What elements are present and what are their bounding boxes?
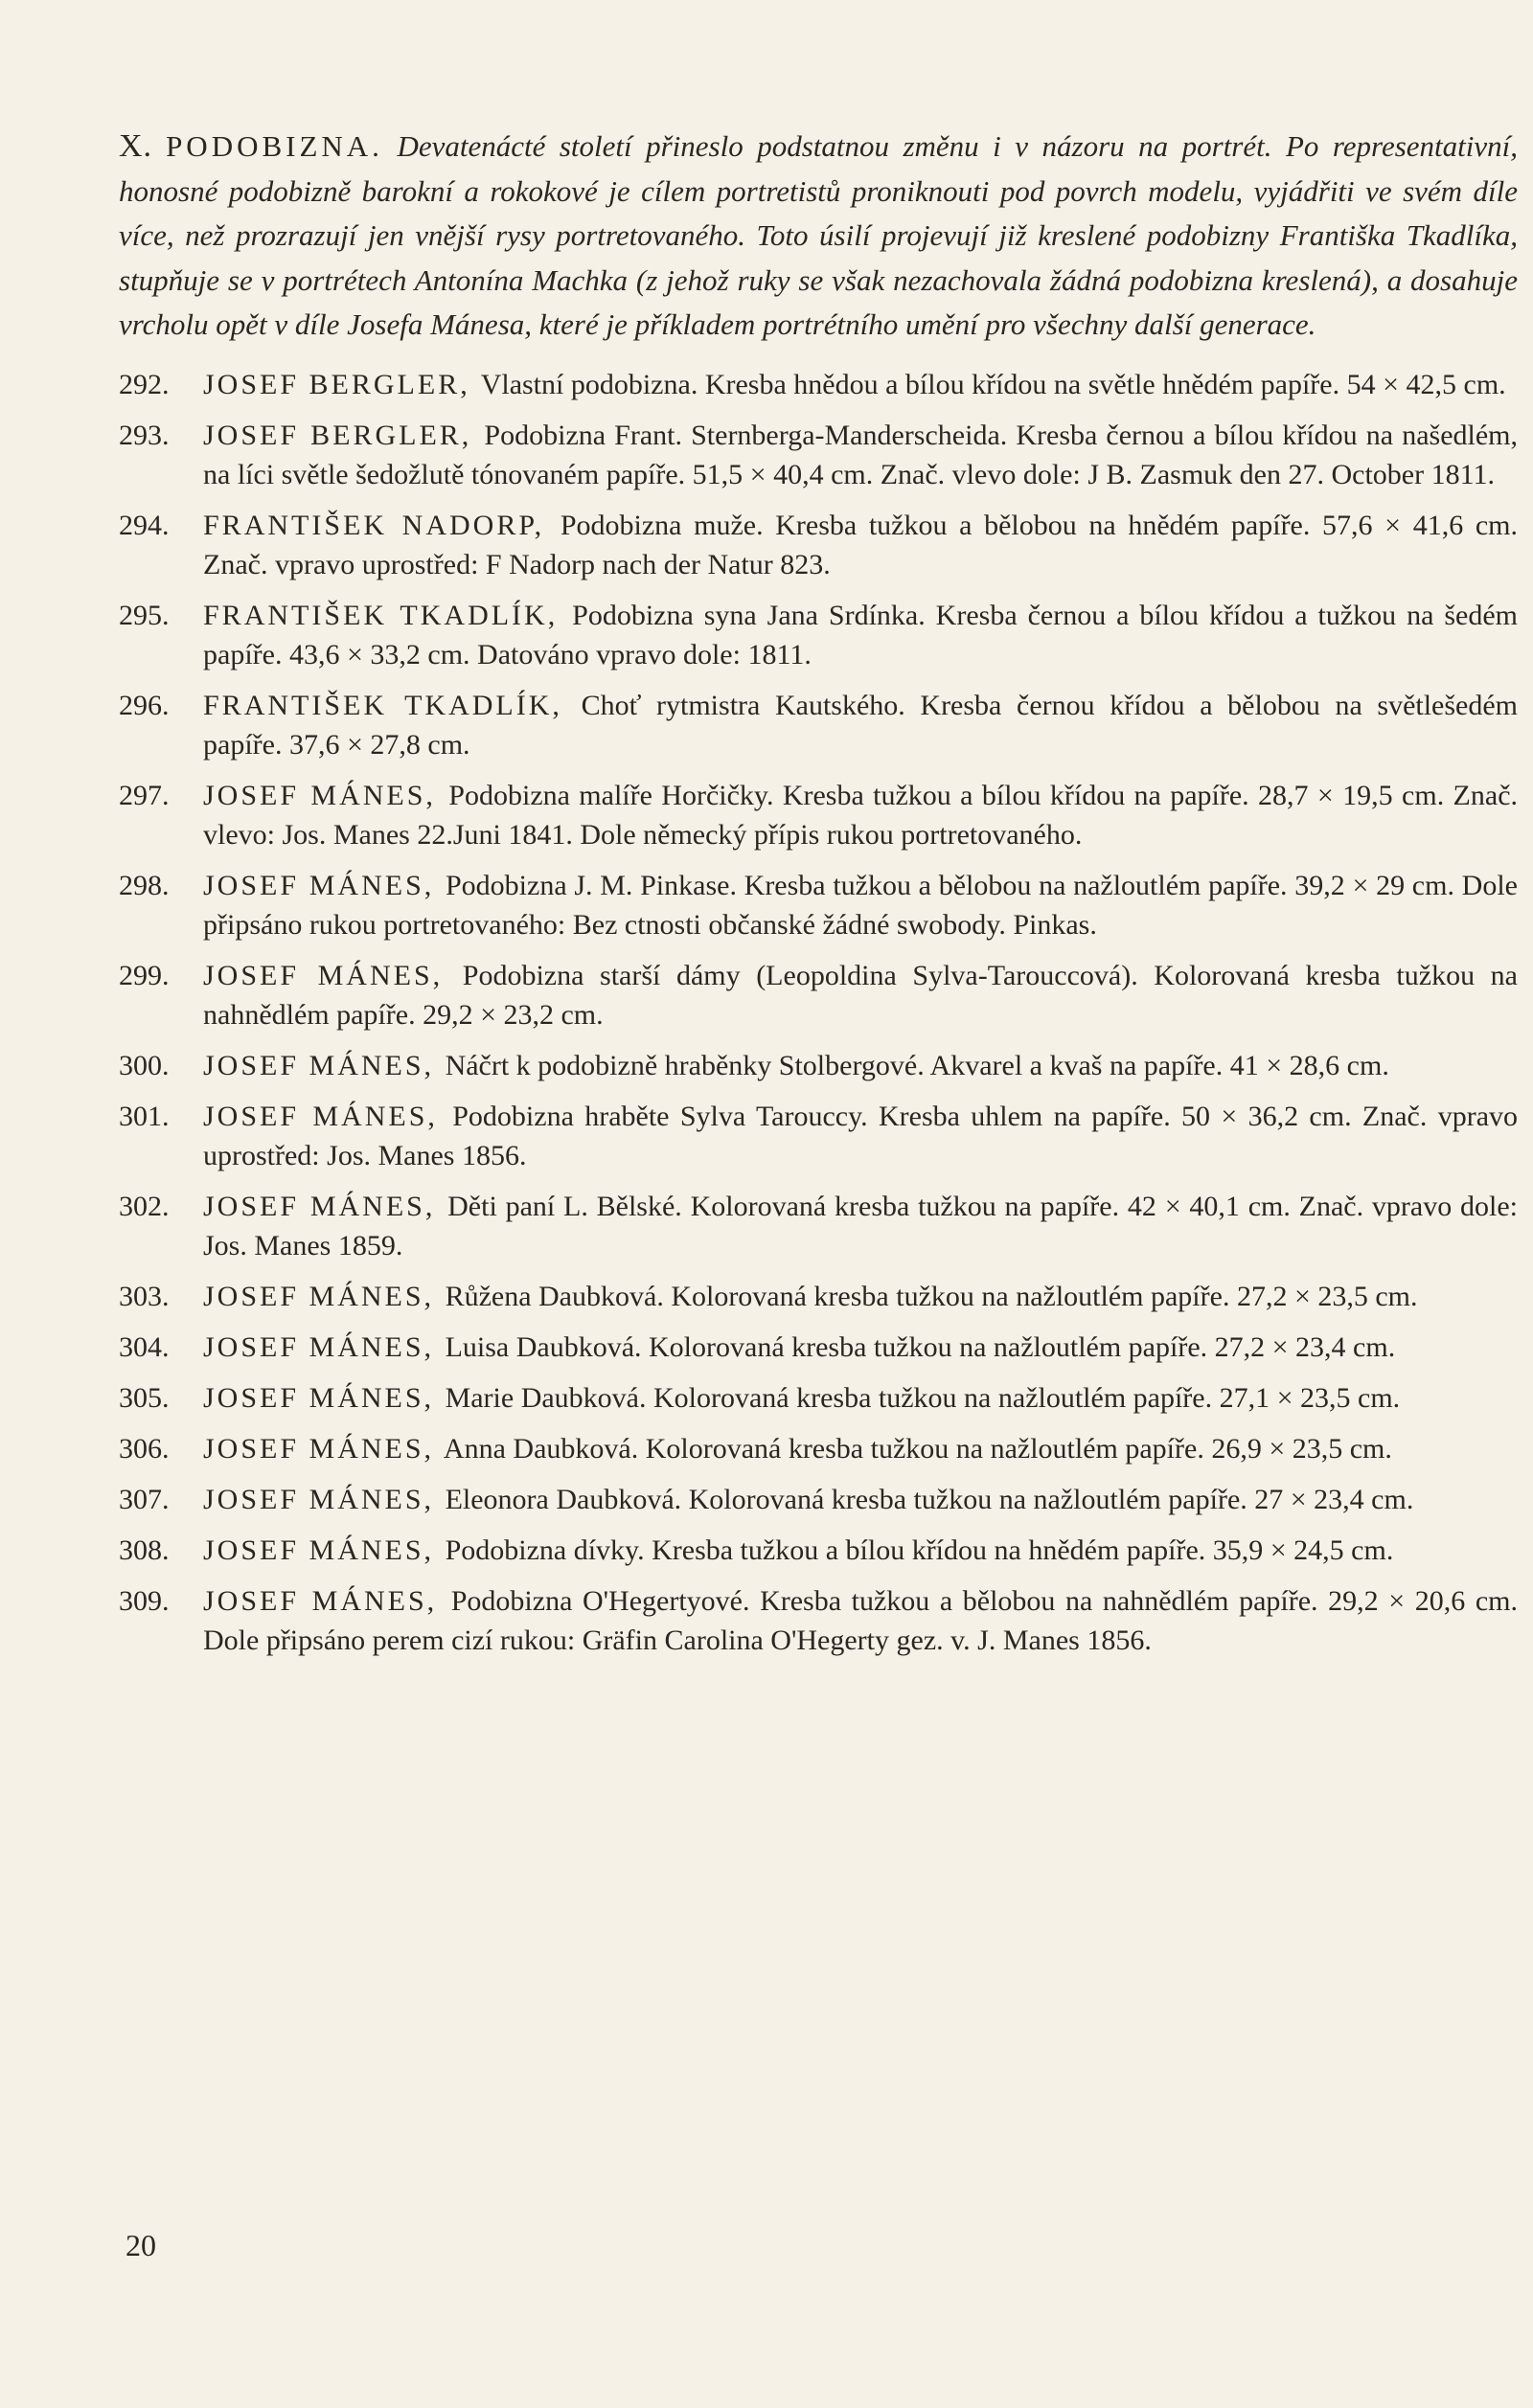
- entry-artist: JOSEF MÁNES,: [203, 1049, 435, 1081]
- entry-description: Podobizna muže. Kresba tužkou a bělobou na hnědém papíře. 57,6 × 41,6 cm. Znač. vpravo uprostřed: F Nadorp nach der Natur 823.: [203, 509, 1519, 580]
- entry-artist: JOSEF MÁNES,: [203, 959, 444, 991]
- entry-description: Podobizna starší dámy (Leopoldina Sylva-Tarouccová). Kolorovaná kresba tužkou na nahnědlém papíře. 29,2 × 23,2 cm.: [203, 959, 1518, 1031]
- entry-description: Podobizna Frant. Sternberga-Manderscheida. Kresba černou a bílou křídou na našedlém, na líci světle šedožlutě tónovaném papíře. 51,5 × 40,4 cm. Znač. vlevo dole: J B. Zasmuk den 27. October 1811.: [203, 419, 1518, 490]
- entry-description: Podobizna O'Hegertyové. Kresba tužkou a bělobou na nahnědlém papíře. 29,2 × 20,6 cm. Dole připsáno perem cizí rukou: Gräfin Carolina O'Hegerty gez. v. J. Manes 1856.: [203, 1584, 1518, 1656]
- entry-number: 296.: [119, 689, 170, 721]
- entry-number: 304.: [119, 1330, 170, 1363]
- catalog-entry: [119, 1378, 1518, 1418]
- section-title: PODOBIZNA.: [166, 129, 383, 163]
- entry-artist: JOSEF BERGLER,: [203, 368, 470, 400]
- entry-artist: FRANTIŠEK TKADLÍK,: [203, 689, 562, 721]
- entry-artist: JOSEF MÁNES,: [203, 869, 435, 901]
- catalog-entry: [119, 1531, 1518, 1570]
- entry-number: 297.: [119, 779, 170, 811]
- entry-artist: JOSEF MÁNES,: [203, 1100, 438, 1132]
- entry-number: 294.: [119, 509, 170, 541]
- entry-description: Vlastní podobizna. Kresba hnědou a bílou křídou na světle hnědém papíře. 54 × 42,5 cm.: [480, 368, 1506, 400]
- catalog-entry: [119, 1581, 1518, 1660]
- entry-artist: JOSEF BERGLER,: [203, 419, 472, 451]
- entry-description: Choť rytmistra Kautského. Kresba černou křídou a bělobou na světlešedém papíře. 37,6 × 27,8 cm.: [203, 689, 1519, 761]
- entry-description: Podobizna malíře Horčičky. Kresba tužkou a bílou křídou na papíře. 28,7 × 19,5 cm. Znač. vlevo: Jos. Manes 22.Juni 1841. Dole německý přípis rukou portretovaného.: [203, 779, 1519, 851]
- entry-description: Růžena Daubková. Kolorovaná kresba tužkou na nažloutlém papíře. 27,2 × 23,5 cm.: [445, 1280, 1418, 1312]
- page-number: 20: [126, 2228, 156, 2262]
- entry-artist: JOSEF MÁNES,: [203, 1483, 435, 1515]
- entry-artist: FRANTIŠEK NADORP,: [203, 509, 545, 541]
- entry-description: Děti paní L. Bělské. Kolorovaná kresba tužkou na papíře. 42 × 40,1 cm. Znač. vpravo dole: Jos. Manes 1859.: [203, 1190, 1518, 1261]
- catalog-entry: [119, 1187, 1518, 1265]
- entry-number: 306.: [119, 1432, 170, 1465]
- section-intro-paragraph: [119, 125, 1518, 348]
- catalog-page: [119, 125, 1518, 1671]
- catalog-entry: [119, 1480, 1518, 1519]
- section-intro-text: Devatenácté století přineslo podstatnou změnu i v názoru na portrét. Po representativní, honosné podobizně barokní a rokokové je cílem portretistů proniknouti pod povrch modelu, vyjádřiti ve svém díle více, než prozrazují jen vnější rysy portretovaného. Toto úsilí projevují již kreslené podobizny Františka Tkadlíka, stupňuje se v portrétech Antonína Machka (z jehož ruky se však nezachovala žádná podobizna kreslená), a dosahuje vrcholu opět v díle Josefa Mánesa, které je příkladem portrétního umění pro všechny další generace.: [119, 129, 1519, 341]
- entry-artist: JOSEF MÁNES,: [203, 1533, 435, 1566]
- entry-number: 302.: [119, 1190, 170, 1222]
- entry-number: 300.: [119, 1049, 170, 1081]
- entry-number: 307.: [119, 1483, 170, 1515]
- entry-artist: JOSEF MÁNES,: [203, 1584, 438, 1617]
- entry-number: 292.: [119, 368, 170, 400]
- section-numeral: X.: [119, 128, 153, 164]
- catalog-entry: [119, 506, 1518, 584]
- catalog-entry: [119, 1097, 1518, 1175]
- entry-artist: JOSEF MÁNES,: [203, 779, 436, 811]
- catalog-entry: [119, 1429, 1518, 1468]
- catalog-entry: [119, 1277, 1518, 1316]
- entry-artist: JOSEF MÁNES,: [203, 1330, 435, 1363]
- entry-artist: JOSEF MÁNES,: [203, 1280, 435, 1312]
- catalog-entry: [119, 686, 1518, 764]
- catalog-entry: [119, 365, 1518, 404]
- entry-number: 305.: [119, 1381, 170, 1414]
- entry-description: Podobizna syna Jana Srdínka. Kresba černou a bílou křídou a tužkou na šedém papíře. 43,6 × 33,2 cm. Datováno vpravo dole: 1811.: [203, 599, 1518, 670]
- catalog-entry: [119, 776, 1518, 854]
- catalog-entry: [119, 596, 1518, 674]
- entry-description: Luisa Daubková. Kolorovaná kresba tužkou na nažloutlém papíře. 27,2 × 23,4 cm.: [445, 1330, 1396, 1363]
- entry-artist: JOSEF MÁNES,: [203, 1381, 435, 1414]
- catalog-entry: [119, 1328, 1518, 1367]
- entry-description: Náčrt k podobizně hraběnky Stolbergové. Akvarel a kvaš na papíře. 41 × 28,6 cm.: [445, 1049, 1389, 1081]
- entry-number: 303.: [119, 1280, 170, 1312]
- entry-artist: JOSEF MÁNES,: [203, 1190, 436, 1222]
- catalog-entry: [119, 956, 1518, 1034]
- entry-number: 308.: [119, 1533, 170, 1566]
- catalog-entry: [119, 1046, 1518, 1085]
- entry-number: 295.: [119, 599, 170, 631]
- catalog-entry: [119, 416, 1518, 494]
- entry-artist: FRANTIŠEK TKADLÍK,: [203, 599, 559, 631]
- entry-number: 299.: [119, 959, 170, 991]
- entry-description: Eleonora Daubková. Kolorovaná kresba tužkou na nažloutlém papíře. 27 × 23,4 cm.: [445, 1483, 1414, 1515]
- entry-description: Anna Daubková. Kolorovaná kresba tužkou na nažloutlém papíře. 26,9 × 23,5 cm.: [443, 1432, 1392, 1465]
- entry-artist: JOSEF MÁNES,: [203, 1432, 435, 1465]
- entry-description: Podobizna dívky. Kresba tužkou a bílou křídou na hnědém papíře. 35,9 × 24,5 cm.: [445, 1533, 1394, 1566]
- entry-number: 301.: [119, 1100, 170, 1132]
- entry-description: Marie Daubková. Kolorovaná kresba tužkou na nažloutlém papíře. 27,1 × 23,5 cm.: [445, 1381, 1401, 1414]
- entry-number: 298.: [119, 869, 170, 901]
- catalog-entry: [119, 866, 1518, 944]
- entry-description: Podobizna J. M. Pinkase. Kresba tužkou a bělobou na nažloutlém papíře. 39,2 × 29 cm. Dole připsáno rukou portretovaného: Bez ctnosti občanské žádné swobody. Pinkas.: [203, 869, 1518, 941]
- entry-number: 293.: [119, 419, 170, 451]
- entry-number: 309.: [119, 1584, 170, 1617]
- catalog-entries: [119, 365, 1518, 1660]
- entry-description: Podobizna hraběte Sylva Tarouccy. Kresba uhlem na papíře. 50 × 36,2 cm. Znač. vpravo uprostřed: Jos. Manes 1856.: [203, 1100, 1519, 1171]
